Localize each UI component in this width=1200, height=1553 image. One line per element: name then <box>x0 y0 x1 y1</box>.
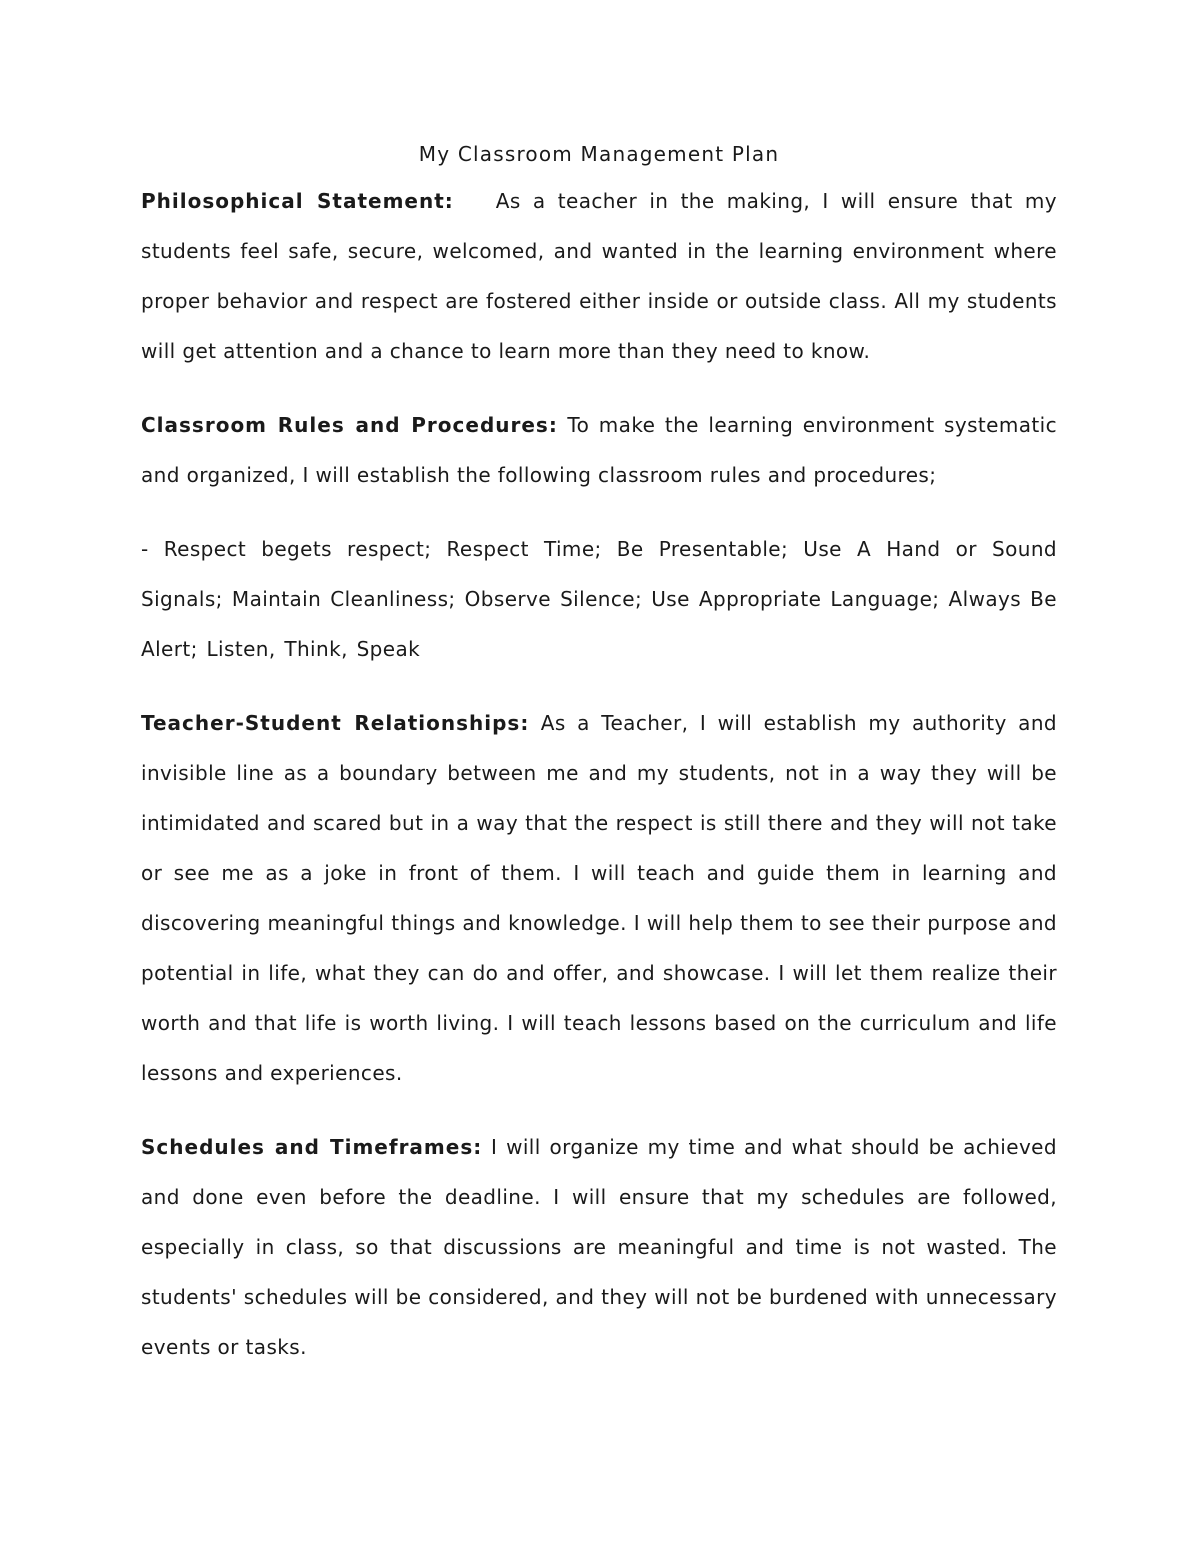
classroom-rules-text: To make the learning environment systematic and organized, I will establish the following classroom rules and procedures; <box>141 413 1057 487</box>
schedules-text: I will organize my time and what should be achieved and done even before the deadline. I will ensure that my schedules are followed, especially in class, so that discussions are meaningful and time is not wasted. The students' schedules will be considered, and they will not be burdened with unnecessary events or tasks. <box>141 1135 1057 1359</box>
schedules-paragraph <box>141 1122 1057 1372</box>
classroom-rules-heading: Classroom Rules and Procedures: <box>141 413 558 437</box>
document-body <box>141 136 1057 1372</box>
teacher-student-text: As a Teacher, I will establish my authority and invisible line as a boundary between me and my students, not in a way they will be intimidated and scared but in a way that the respect is still there and they will not take or see me as a joke in front of them. I will teach and guide them in learning and discovering meaningful things and knowledge. I will help them to see their purpose and potential in life, what they can do and offer, and showcase. I will let them realize their worth and that life is worth living. I will teach lessons based on the curriculum and life lessons and experiences. <box>141 711 1057 1085</box>
philosophical-statement-paragraph <box>141 176 1057 376</box>
schedules-heading: Schedules and Timeframes: <box>141 1135 483 1159</box>
rules-list-text: - Respect begets respect; Respect Time; Be Presentable; Use A Hand or Sound Signals; Maintain Cleanliness; Observe Silence; Use Appropriate Language; Always Be Alert; Listen, Think, Speak <box>141 537 1057 661</box>
philosophical-statement-text: As a teacher in the making, I will ensure that my students feel safe, secure, welcomed, and wanted in the learning environment where proper behavior and respect are fostered either inside or outside class. All my students will get attention and a chance to learn more than they need to know. <box>141 189 1057 363</box>
rules-list-paragraph <box>141 524 1057 674</box>
document-title: My Classroom Management Plan <box>418 142 780 166</box>
classroom-rules-paragraph <box>141 400 1057 500</box>
teacher-student-paragraph <box>141 698 1057 1098</box>
philosophical-statement-heading: Philosophical Statement: <box>141 189 454 213</box>
teacher-student-heading: Teacher-Student Relationships: <box>141 711 530 735</box>
